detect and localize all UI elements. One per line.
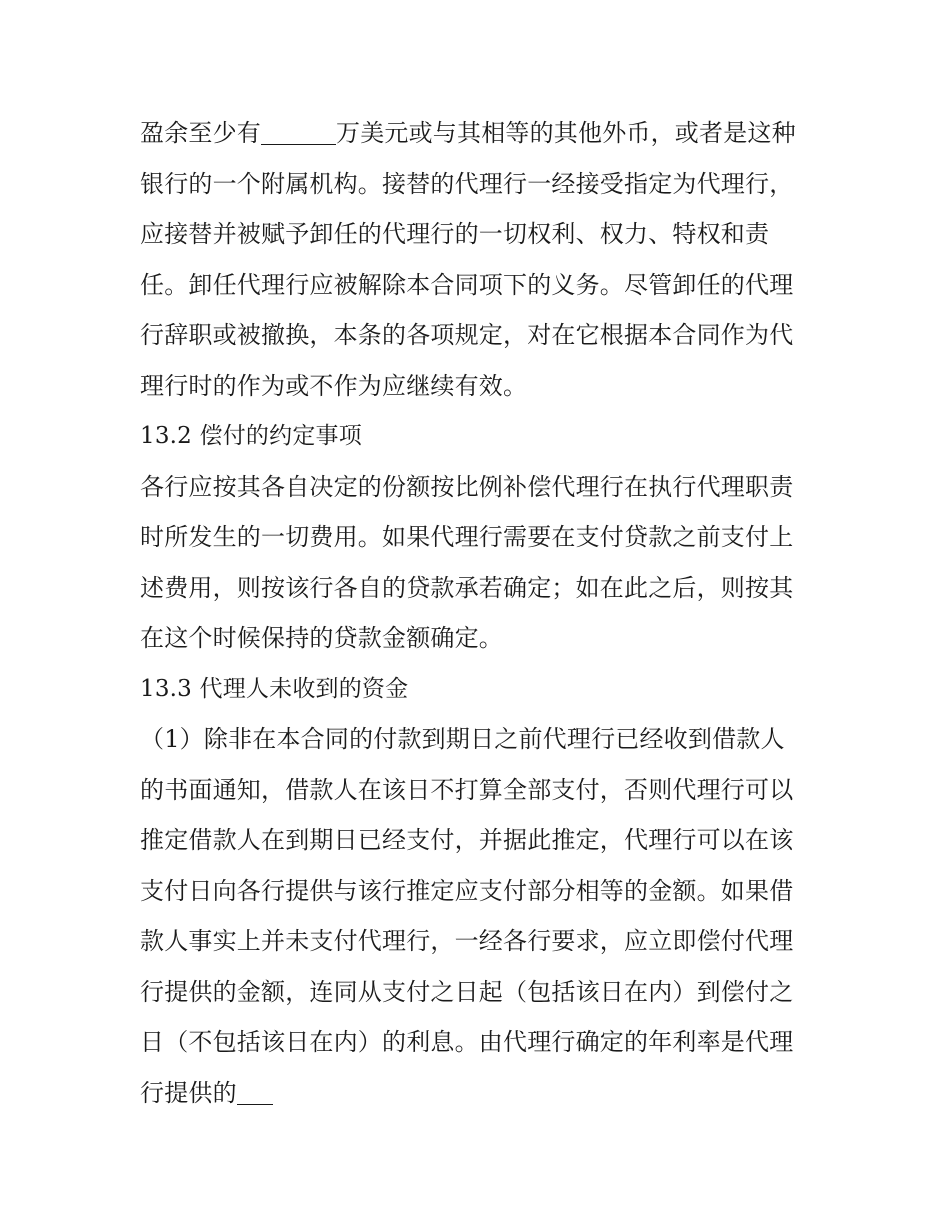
section-heading-13-3: 13.3 代理人未收到的资金 [140, 675, 409, 702]
paragraph-line: 推定借款人在到期日已经支付，并据此推定，代理行可以在该 [140, 826, 794, 854]
paragraph-line: 日（不包括该日在内）的利息。由代理行确定的年利率是代理 [140, 1028, 794, 1056]
text-segment: 盈余至少有 [140, 119, 261, 147]
paragraph-line: 款人事实上并未支付代理行，一经各行要求，应立即偿付代理 [140, 927, 794, 955]
paragraph-line: 任。卸任代理行应被解除本合同项下的义务。尽管卸任的代理 [140, 270, 794, 299]
section-heading-13-2: 13.2 偿付的约定事项 [140, 423, 362, 449]
paragraph-line: 理行时的作为或不作为应继续有效。 [140, 371, 528, 400]
paragraph-line: 各行应按其各自决定的份额按比例补偿代理行在执行代理职责 [140, 472, 794, 501]
paragraph-line: 的书面通知，借款人在该日不打算全部支付，否则代理行可以 [140, 775, 794, 804]
paragraph-line: 时所发生的一切费用。如果代理行需要在支付贷款之前支付上 [140, 523, 794, 551]
paragraph-line: 述费用，则按该行各自的贷款承若确定；如在此之后，则按其 [140, 573, 794, 602]
paragraph-line: 应接替并被赋予卸任的代理行的一切权利、权力、特权和责 [140, 220, 770, 248]
text-segment: 万美元或与其相等的其他外币，或者是这种 [336, 119, 796, 147]
paragraph-line: 在这个时候保持的贷款金额确定。 [140, 624, 503, 652]
fill-in-blank [261, 116, 336, 145]
paragraph-line: （1）除非在本合同的付款到期日之前代理行已经收到借款人 [140, 725, 785, 753]
fill-in-blank [237, 1076, 273, 1105]
text-segment: 行提供的 [140, 1078, 237, 1107]
paragraph-line: 银行的一个附属机构。接替的代理行一经接受指定为代理行， [140, 169, 794, 198]
paragraph-line: 行提供的金额，连同从支付之日起（包括该日在内）到偿付之 [140, 977, 794, 1006]
paragraph-line [140, 108, 815, 159]
paragraph-line [140, 1068, 815, 1119]
paragraph-line: 行辞职或被撤换，本条的各项规定，对在它根据本合同作为代 [140, 321, 794, 349]
document-page [140, 108, 815, 1118]
paragraph-line: 支付日向各行提供与该行推定应支付部分相等的金额。如果借 [140, 876, 794, 905]
